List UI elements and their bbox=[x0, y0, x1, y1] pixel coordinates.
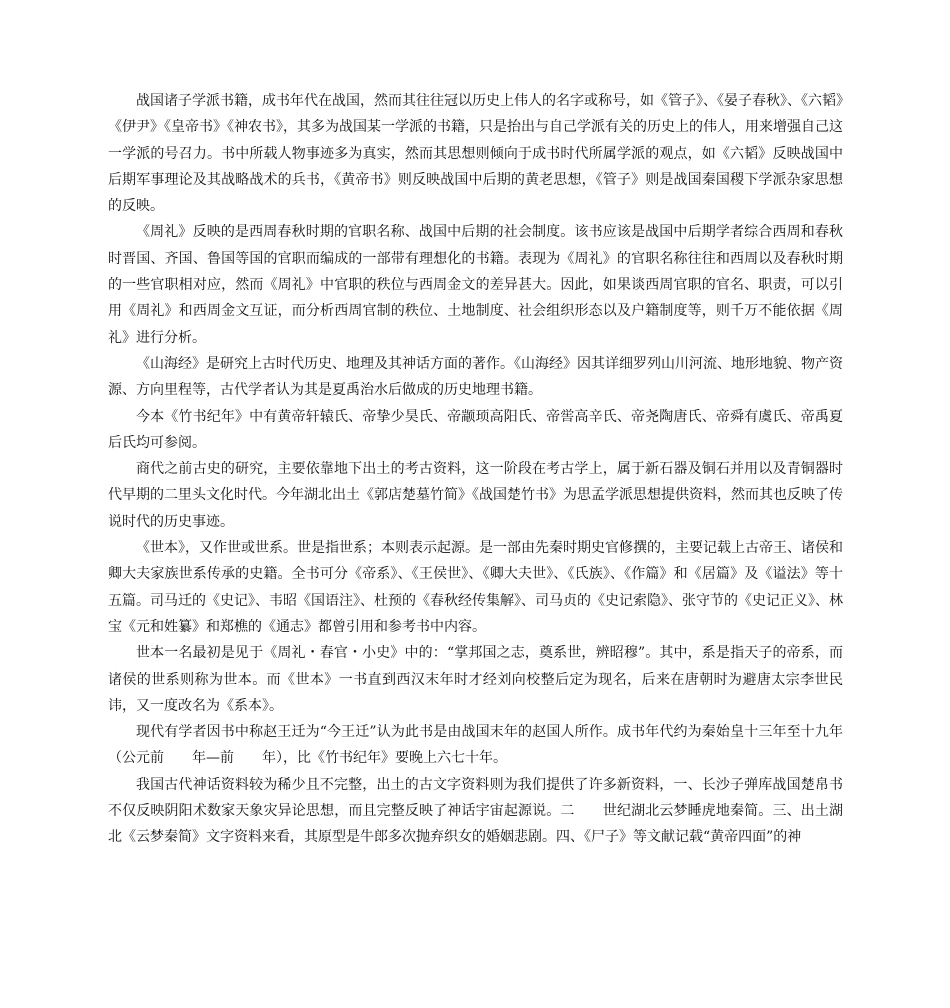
paragraph-shanhaijing: 《山海经》是研究上古时代历史、地理及其神话方面的著作。《山海经》因其详细罗列山川河流、地形地貌、物产资源、方向里程等，古代学者认为其是夏禹治水后做成的历史地理书籍。 bbox=[108, 355, 843, 399]
paragraph-shiben-name: 世本一名最初是见于《周礼・春官・小史》中的：“掌邦国之志，奠系世，辨昭穆”。其中，系是指天子的帝系，而诸侯的世系则称为世本。而《世本》一书直到西汉末年时才经刘向校整后定为现名，后来在唐朝时为避唐太宗李世民讳，又一度改名为《系本》。 bbox=[108, 645, 843, 714]
paragraph-shiben-date: 现代有学者因书中称赵王迁为“今王迁”认为此书是由战国末年的赵国人所作。成书年代约为秦始皇十三年至十九年（公元前 年—前 年），比《竹书纪年》要晚上六七十年。 bbox=[108, 724, 843, 767]
paragraph-shangdai-gushi: 商代之前古史的研究，主要依靠地下出土的考古资料，这一阶段在考古学上，属于新石器及铜石并用以及青铜器时代早期的二里头文化时代。今年湖北出土《郭店楚墓竹简》《战国楚竹书》为思孟学派思想提供资料，然而其也反映了传说时代的历史事迹。 bbox=[108, 461, 843, 530]
document-page bbox=[108, 88, 843, 851]
paragraph-zhuzi-xuepai: 战国诸子学派书籍，成书年代在战国，然而其往往冠以历史上伟人的名字或称号，如《管子》、《晏子春秋》、《六韬》《伊尹》《皇帝书》《神农书》，其多为战国某一学派的书籍，只是抬出与自己学派有关的历史上的伟人，用来增强自己这一学派的号召力。书中所载人物事迹多为真实，然而其思想则倾向于成书时代所属学派的观点，如《六韬》反映战国中后期军事理论及其战略战术的兵书，《黄帝书》则反映战国中后期的黄老思想，《管子》则是战国秦国稷下学派杂家思想的反映。 bbox=[108, 93, 843, 215]
paragraph-shiben-intro: 《世本》，又作世或世系。世是指世系；本则表示起源。是一部由先秦时期史官修撰的，主要记载上古帝王、诸侯和卿大夫家族世系传承的史籍。全书可分《帝系》、《王侯世》、《卿大夫世》、《氏族》、《作篇》和《居篇》及《谥法》等十五篇。司马迁的《史记》、韦昭《国语注》、杜预的《春秋经传集解》、司马贞的《史记索隐》、张守节的《史记正义》、林宝《元和姓纂》和郑樵的《通志》都曾引用和参考书中内容。 bbox=[108, 540, 843, 635]
paragraph-shenhua-ziliao: 我国古代神话资料较为稀少且不完整，出土的古文字资料则为我们提供了许多新资料，一、长沙子弹库战国楚帛书不仅反映阴阳术数家天象灾异论思想，而且完整反映了神话宇宙起源说。二 世纪湖北云梦睡虎地秦简。三、出土湖北《云梦秦简》文字资料来看，其原型是牛郎多次抛弃织女的婚姻悲剧。四、《尸子》等文献记载“黄帝四面”的神 bbox=[108, 776, 843, 846]
paragraph-zhushu-jinian: 今本《竹书纪年》中有黄帝轩辕氏、帝挚少昊氏、帝颛顼高阳氏、帝喾高辛氏、帝尧陶唐氏、帝舜有虞氏、帝禹夏后氏均可参阅。 bbox=[108, 408, 843, 451]
paragraph-zhouli: 《周礼》反映的是西周春秋时期的官职名称、战国中后期的社会制度。该书应该是战国中后期学者综合西周和春秋时晋国、齐国、鲁国等国的官职而编成的一部带有理想化的书籍。表现为《周礼》的官职名称往往和西周以及春秋时期的一些官职相对应，然而《周礼》中官职的秩位与西周金文的差异甚大。因此，如果谈西周官职的官名、职责，可以引用《周礼》和西周金文互证，而分析西周官制的秩位、土地制度、社会组织形态以及户籍制度等，则千万不能依据《周礼》进行分析。 bbox=[108, 224, 843, 346]
